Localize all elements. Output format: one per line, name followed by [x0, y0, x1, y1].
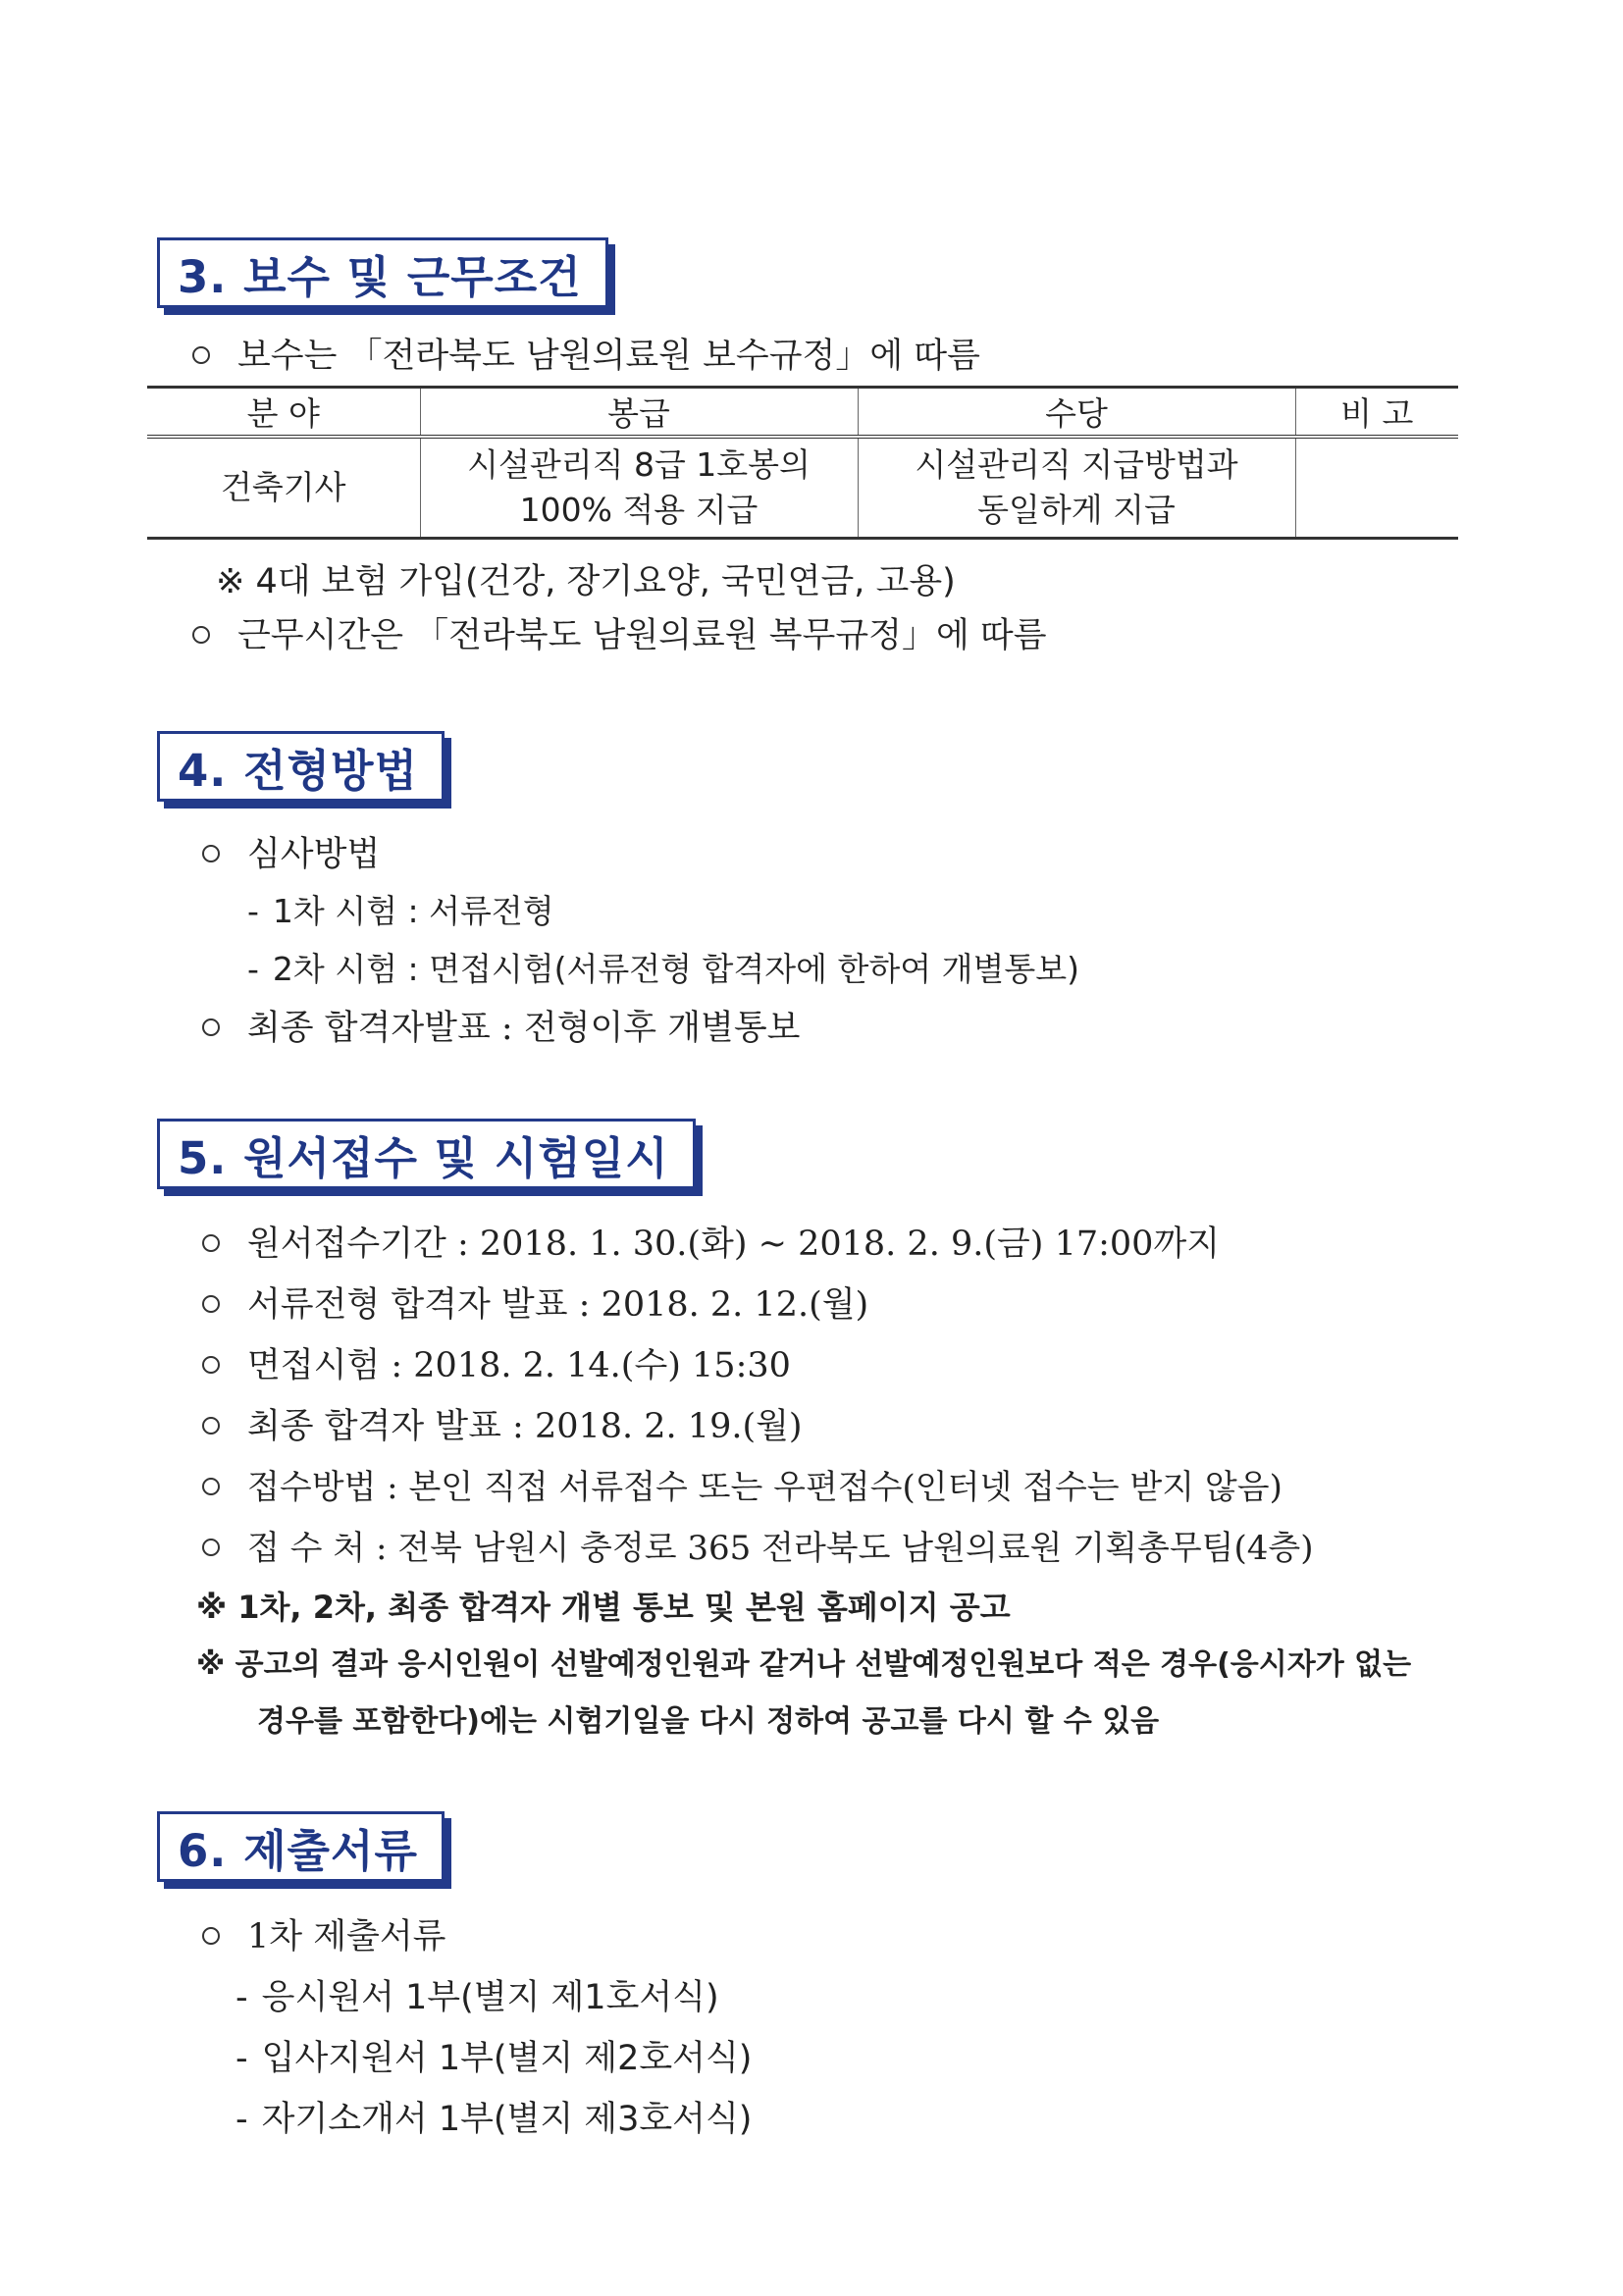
circle-bullet-icon: [202, 1417, 220, 1435]
table-cell-salary: 시설관리직 8급 1호봉의 100% 적용 지급: [420, 437, 858, 538]
table-cell-note: [1295, 437, 1458, 538]
list-item: 원서접수기간 : 2018. 1. 30.(화) ~ 2018. 2. 9.(금) 17:00까지: [202, 1217, 1220, 1266]
table-cell-allowance: 시설관리직 지급방법과 동일하게 지급: [858, 437, 1295, 538]
sub-list-item: - 2차 시험 : 면접시험(서류전형 합격자에 한하여 개별통보): [247, 950, 1080, 988]
announcement-note: ※ 1차, 2차, 최종 합격자 개별 통보 및 본원 홈페이지 공고: [196, 1589, 1011, 1626]
circle-bullet-icon: [202, 1234, 220, 1252]
sub-list-item: - 자기소개서 1부(별지 제3호서식): [236, 2100, 753, 2139]
section-4-heading: 4. 전형방법: [157, 731, 445, 802]
sub-list-item: - 1차 시험 : 서류전형: [247, 892, 554, 930]
announcement-note: 경우를 포함한다)에는 시험기일을 다시 정하여 공고를 다시 할 수 있음: [257, 1704, 1160, 1739]
table-header-field: 분 야: [147, 388, 420, 438]
list-item: 심사방법: [202, 827, 380, 876]
sub-list-item: - 응시원서 1부(별지 제1호서식): [236, 1978, 719, 2017]
sub-list-item: - 입사지원서 1부(별지 제2호서식): [236, 2039, 753, 2078]
circle-bullet-icon: [202, 845, 220, 862]
pay-intro: 보수는 「전라북도 남원의료원 보수규정」에 따름: [192, 329, 980, 378]
list-item: 면접시험 : 2018. 2. 14.(수) 15:30: [202, 1338, 791, 1387]
list-item: 최종 합격자 발표 : 2018. 2. 19.(월): [202, 1399, 803, 1448]
list-item: 1차 제출서류: [202, 1909, 445, 1958]
list-item: 서류전형 합격자 발표 : 2018. 2. 12.(월): [202, 1278, 868, 1327]
work-hours: 근무시간은 「전라북도 남원의료원 복무규정」에 따름: [192, 608, 1047, 657]
table-row: [147, 437, 1458, 538]
circle-bullet-icon: [202, 1018, 220, 1036]
list-item: 최종 합격자발표 : 전형이후 개별통보: [202, 1001, 800, 1050]
list-item: 접 수 처 : 전북 남원시 충정로 365 전라북도 남원의료원 기획총무팀(4층): [202, 1521, 1314, 1569]
circle-bullet-icon: [192, 346, 210, 364]
circle-bullet-icon: [202, 1478, 220, 1495]
pay-table: [147, 386, 1458, 540]
circle-bullet-icon: [192, 626, 210, 644]
table-header-salary: 봉급: [420, 388, 858, 438]
section-6-heading: 6. 제출서류: [157, 1811, 445, 1882]
insurance-note: ※ 4대 보험 가입(건강, 장기요양, 국민연금, 고용): [216, 562, 956, 601]
circle-bullet-icon: [202, 1356, 220, 1374]
list-item: 접수방법 : 본인 직접 서류접수 또는 우편접수(인터넷 접수는 받지 않음): [202, 1460, 1283, 1508]
circle-bullet-icon: [202, 1927, 220, 1945]
table-header-note: 비 고: [1295, 388, 1458, 438]
circle-bullet-icon: [202, 1539, 220, 1556]
pay-table-header-row: [147, 388, 1458, 438]
section-5-heading: 5. 원서접수 및 시험일시: [157, 1119, 696, 1189]
section-3-heading: 3. 보수 및 근무조건: [157, 237, 608, 308]
announcement-note: ※ 공고의 결과 응시인원이 선발예정인원과 같거나 선발예정인원보다 적은 경우(응시자가 없는: [196, 1647, 1412, 1682]
table-header-allowance: 수당: [858, 388, 1295, 438]
table-cell-field: 건축기사: [147, 437, 420, 538]
circle-bullet-icon: [202, 1295, 220, 1313]
